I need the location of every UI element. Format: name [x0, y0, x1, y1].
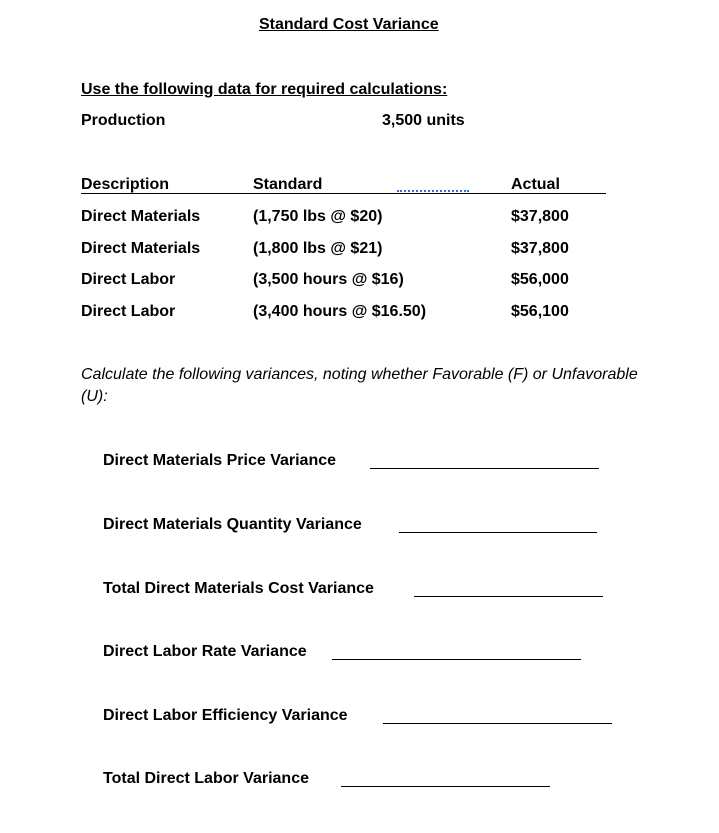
variance-label-dm-total: Total Direct Materials Cost Variance: [103, 580, 374, 597]
variance-label-dl-rate: Direct Labor Rate Variance: [103, 643, 307, 660]
answer-line-dl-rate[interactable]: [332, 659, 581, 660]
page-title: Standard Cost Variance: [259, 16, 439, 33]
row-1-description: Direct Materials: [81, 208, 201, 225]
variance-label-dm-price: Direct Materials Price Variance: [103, 452, 337, 469]
row-2-description: Direct Materials: [81, 240, 201, 257]
variance-label-dm-quantity: Direct Materials Quantity Variance: [103, 516, 362, 533]
production-label: Production: [81, 112, 166, 129]
header-actual: Actual: [511, 176, 560, 193]
production-value: 3,500 units: [382, 112, 465, 129]
row-4-standard: (3,400 hours @ $16.50): [253, 303, 427, 320]
row-4-actual: $56,100: [511, 303, 569, 320]
instructions-heading: Use the following data for required calculations:: [81, 81, 448, 98]
row-3-standard: (3,500 hours @ $16): [253, 271, 404, 288]
row-2-actual: $37,800: [511, 240, 569, 257]
row-2-standard: (1,800 lbs @ $21): [253, 240, 383, 257]
spellcheck-mark: [397, 190, 469, 192]
calculation-prompt: Calculate the following variances, noting whether Favorable (F) or Unfavorable (U):: [81, 366, 638, 405]
header-description: Description: [81, 176, 170, 193]
header-standard: Standard: [253, 176, 323, 193]
row-1-standard: (1,750 lbs @ $20): [253, 208, 383, 225]
row-4-description: Direct Labor: [81, 303, 176, 320]
answer-line-dl-total[interactable]: [341, 786, 550, 787]
row-3-actual: $56,000: [511, 271, 569, 288]
variance-label-dl-total: Total Direct Labor Variance: [103, 770, 309, 787]
variance-label-dl-efficiency: Direct Labor Efficiency Variance: [103, 707, 348, 724]
row-3-description: Direct Labor: [81, 271, 176, 288]
answer-line-dm-price[interactable]: [370, 468, 599, 469]
row-1-actual: $37,800: [511, 208, 569, 225]
header-underline: [81, 193, 606, 194]
answer-line-dl-efficiency[interactable]: [383, 723, 612, 724]
answer-line-dm-total[interactable]: [414, 596, 603, 597]
answer-line-dm-quantity[interactable]: [399, 532, 597, 533]
